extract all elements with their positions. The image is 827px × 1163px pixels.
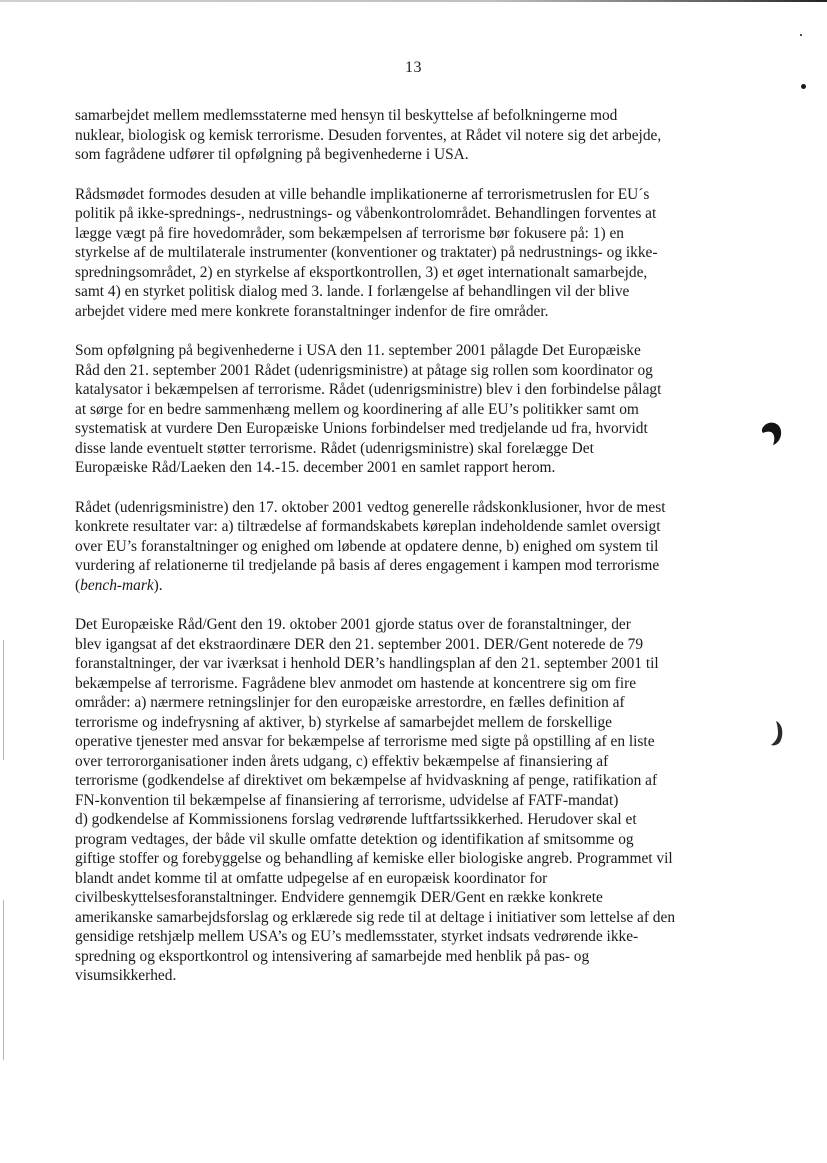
text-line: FN-konvention til bekæmpelse af finansiering af terrorisme, udvidelse af FATF-mandat) <box>75 791 619 809</box>
paragraph-5 <box>75 615 755 986</box>
text-line: Rådsmødet formodes desuden at ville behandle implikationerne af terrorismetruslen for EU´s <box>75 185 650 203</box>
text-line: som fagrådene udfører til opfølgning på begivenhederne i USA. <box>75 146 469 163</box>
text-line: politik på ikke-sprednings-, nedrustnings- og våbenkontrolområdet. Behandlingen forventes at <box>75 205 657 222</box>
paragraph-2 <box>75 185 755 322</box>
top-edge-rule <box>0 0 827 2</box>
text-line: blandt andet komme til at omfatte udpegelse af en europæisk koordinator for <box>75 869 548 887</box>
text-line: over terrororganisationer inden årets udgang, c) effektiv bekæmpelse af finansiering af <box>75 752 609 770</box>
paren-open: ( <box>75 576 81 594</box>
text-line: Europæiske Råd/Laeken den 14.-15. december 2001 en samlet rapport herom. <box>75 459 556 476</box>
text-line: spredning og eksportkontrol og intensivering af samarbejde med henblik på pas- og <box>75 947 590 965</box>
text-line: arbejdet videre med mere konkrete foranstaltninger indenfor de fire områder. <box>75 302 549 320</box>
text-line: program vedtages, der både vil skulle omfatte detektion og identifikation af smitsomme og <box>75 830 634 848</box>
text-line: giftige stoffer og forebyggelse og behandling af kemiske eller biologiske angreb. Programmet vil <box>75 850 673 867</box>
text-line: spredningsområdet, 2) en styrkelse af eksportkontrollen, 3) et øget internationalt samarbejde, <box>75 263 648 281</box>
text-line: Som opfølgning på begivenhederne i USA den 11. september 2001 pålagde Det Europæiske <box>75 342 641 359</box>
text-line: konkrete resultater var: a) tiltrædelse af formandskabets køreplan indeholdende samlet oversigt <box>75 518 661 535</box>
bench-mark-term: bench-mark <box>80 576 154 594</box>
punch-hole-lower-mark <box>764 718 786 748</box>
paragraph-1 <box>75 106 755 165</box>
scan-dot <box>801 84 806 89</box>
text-line: civilbeskyttelsesforanstaltninger. Endvidere gennemgik DER/Gent en række konkrete <box>75 889 603 906</box>
text-line: vurdering af relationerne til tredjelande på basis af deres engagement i kampen mod terrorisme <box>75 557 660 574</box>
text-line: områder: a) nærmere retningslinjer for den europæiske arrestordre, en fælles definition af <box>75 694 625 711</box>
text-line: samt 4) en styrket politisk dialog med 3. lande. I forlængelse af behandlingen vil der blive <box>75 283 630 300</box>
text-line: terrorisme og indefrysning af aktiver, b) styrkelse af samarbejdet mellem de forskellige <box>75 713 613 731</box>
text-line: blev igangsat af det ekstraordinære DER den 21. september 2001. DER/Gent noterede de 79 <box>75 635 644 653</box>
text-line: terrorisme (godkendelse af direktivet om bekæmpelse af hvidvaskning af penge, ratifikation af <box>75 772 658 789</box>
text-line: amerikanske samarbejdsforslag og erklærede sig rede til at deltage i initiativer som lettelse af den <box>75 908 676 926</box>
text-line: Råd den 21. september 2001 Rådet (udenrigsministre) at påtage sig rollen som koordinator og <box>75 361 653 379</box>
scan-speck-top <box>800 34 802 36</box>
text-line: katalysator i bekæmpelsen af terrorisme. Rådet (udenrigsministre) blev i den forbindelse pålagt <box>75 381 662 398</box>
text-line: disse lande eventuelt støtter terrorisme. Rådet (udenrigsministre) skal forelægge Det <box>75 439 594 457</box>
text-line: visumsikkerhed. <box>75 967 177 984</box>
page-number: 13 <box>405 59 422 76</box>
text-line: Det Europæiske Råd/Gent den 19. oktober 2001 gjorde status over de foranstaltninger, der <box>75 616 631 633</box>
text-line: foranstaltninger, der var iværksat i henhold DER’s handlingsplan af den 21. september 2001 til <box>75 655 659 672</box>
scan-left-edge-lower <box>3 900 4 1060</box>
text-line: styrkelse af de multilaterale instrumenter (konventioner og traktater) på nedrustnings- og ikke- <box>75 244 658 261</box>
text-line: lægge vægt på fire hovedområder, som bekæmpelsen af terrorisme bør fokusere på: 1) en <box>75 224 625 242</box>
text-line: at sørge for en bedre sammenhæng mellem og koordinering af alle EU’s politikker samt om <box>75 400 639 418</box>
text-line-bench-mark <box>75 576 755 596</box>
text-line: Rådet (udenrigsministre) den 17. oktober 2001 vedtog generelle rådskonklusioner, hvor de mest <box>75 498 666 516</box>
document-body <box>75 106 755 1006</box>
text-line: operative tjenester med ansvar for bekæmpelse af terrorisme med sigte på opstilling af en liste <box>75 733 655 750</box>
text-line: systematisk at vurdere Den Europæiske Unions forbindelser med tredjelande ud fra, hvorvidt <box>75 420 648 437</box>
paragraph-3 <box>75 341 755 478</box>
paren-close: ). <box>153 576 163 594</box>
text-line: bekæmpelse af terrorisme. Fagrådene blev anmodet om hastende at koncentrere sig om fire <box>75 674 637 692</box>
punch-hole-upper-mark <box>760 420 782 446</box>
text-line: samarbejdet mellem medlemsstaterne med hensyn til beskyttelse af befolkningerne mod <box>75 107 618 124</box>
text-line: d) godkendelse af Kommissionens forslag vedrørende luftfartssikkerhed. Herudover skal et <box>75 811 637 828</box>
paragraph-4 <box>75 498 755 596</box>
text-line: over EU’s foranstaltninger og enighed om løbende at opdatere denne, b) enighed om system til <box>75 537 659 555</box>
text-line: gensidige retshjælp mellem USA’s og EU’s medlemsstater, styrket indsats vedrørende ikke- <box>75 928 639 945</box>
scan-left-edge-upper <box>3 640 4 760</box>
text-line: nuklear, biologisk og kemisk terrorisme. Desuden forventes, at Rådet vil notere sig det arbejde, <box>75 126 662 144</box>
